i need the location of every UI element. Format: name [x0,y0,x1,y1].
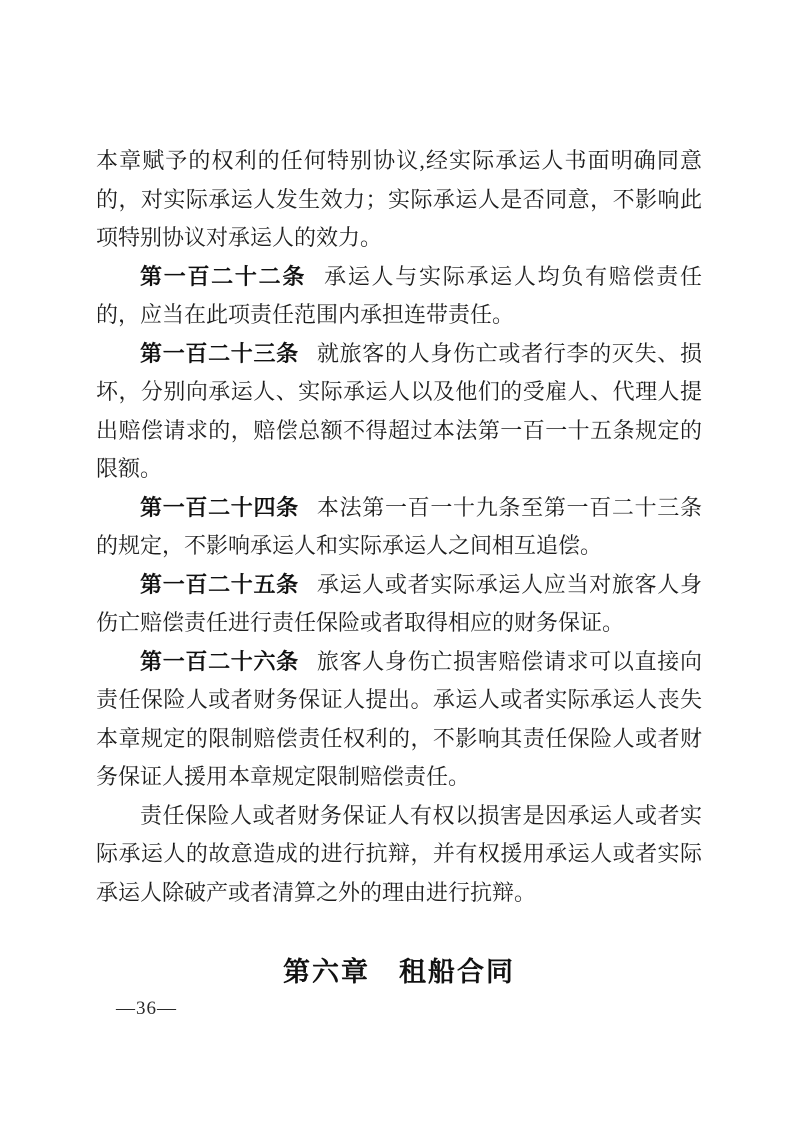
paragraph-article-126 [96,643,702,797]
paragraph-text: 责任保险人或者财务保证人有权以损害是因承运人或者实际承运人的故意造成的进行抗辩，并有权援用承运人或者实际承运人除破产或者清算之外的理由进行抗辩。 [96,802,702,905]
paragraph-text: 旅客人身伤亡损害赔偿请求可以直接向责任保险人或者财务保证人提出。承运人或者实际承运人丧失本章规定的限制赔偿责任权利的，不影响其责任保险人或者财务保证人援用本章规定限制赔偿责任。 [96,648,702,789]
paragraph-article-123 [96,335,702,489]
page-number: —36— [116,998,177,1019]
document-body [96,142,702,992]
paragraph-text: 承运人或者实际承运人应当对旅客人身伤亡赔偿责任进行责任保险或者取得相应的财务保证。 [96,571,702,635]
paragraph-text: 承运人与实际承运人均负有赔偿责任的，应当在此项责任范围内承担连带责任。 [96,263,702,327]
article-number: 第一百二十五条 [140,571,299,597]
paragraph-article-124 [96,489,702,566]
paragraph-text: 本章赋予的权利的任何特别协议,经实际承运人书面明确同意的，对实际承运人发生效力；实际承运人是否同意，不影响此项特别协议对承运人的效力。 [96,148,702,250]
article-number: 第一百二十四条 [140,494,299,520]
paragraph-article-122 [96,258,702,335]
paragraph-insurer-defense [96,797,702,913]
paragraph-article-125 [96,566,702,643]
article-number: 第一百二十二条 [140,263,307,289]
paragraph-continuation [96,142,702,258]
article-number: 第一百二十六条 [140,648,299,674]
chapter-heading: 第六章 租船合同 [283,957,515,987]
paragraph-text: 本法第一百一十九条至第一百二十三条的规定，不影响承运人和实际承运人之间相互追偿。 [96,494,702,558]
article-number: 第一百二十三条 [140,340,299,366]
paragraph-text: 就旅客的人身伤亡或者行李的灭失、损坏，分别向承运人、实际承运人以及他们的受雇人、代理人提出赔偿请求的，赔偿总额不得超过本法第一百一十五条规定的限额。 [96,340,702,481]
